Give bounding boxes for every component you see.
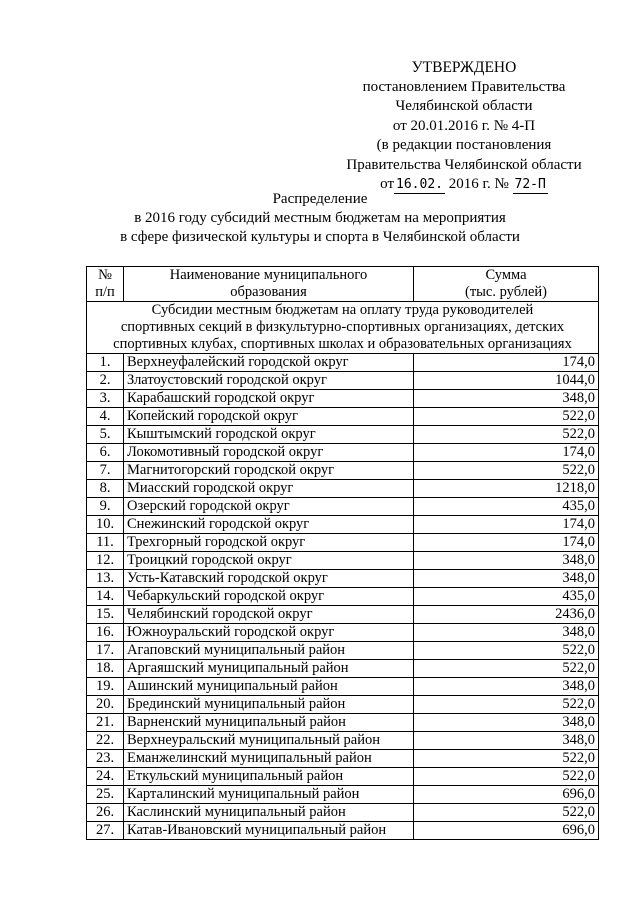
row-number: 20. [87, 696, 124, 714]
table-row [87, 678, 599, 696]
row-number: 17. [87, 642, 124, 660]
row-number: 26. [87, 804, 124, 822]
row-number: 22. [87, 732, 124, 750]
date-prefix: от [380, 176, 395, 192]
table-row [87, 732, 599, 750]
table-row [87, 804, 599, 822]
row-sum: 522,0 [414, 426, 599, 444]
row-name: Карталинский муниципальный район [124, 786, 414, 804]
row-number: 3. [87, 390, 124, 408]
row-sum: 435,0 [414, 588, 599, 606]
document-title [60, 190, 580, 247]
row-number: 12. [87, 552, 124, 570]
row-name: Трехгорный городской округ [124, 534, 414, 552]
table-row [87, 660, 599, 678]
row-sum: 522,0 [414, 408, 599, 426]
table-row [87, 750, 599, 768]
handwritten-date: 16.02. [396, 177, 443, 192]
row-sum: 435,0 [414, 498, 599, 516]
row-sum: 348,0 [414, 714, 599, 732]
row-number: 6. [87, 444, 124, 462]
row-number: 27. [87, 822, 124, 840]
header-sum: Сумма (тыс. рублей) [414, 267, 599, 302]
table-row [87, 822, 599, 840]
row-number: 11. [87, 534, 124, 552]
row-number: 14. [87, 588, 124, 606]
table-row [87, 534, 599, 552]
row-number: 23. [87, 750, 124, 768]
row-name: Агаповский муниципальный район [124, 642, 414, 660]
row-name: Миасский городской округ [124, 480, 414, 498]
row-number: 7. [87, 462, 124, 480]
approval-line: Правительства Челябинской области [346, 156, 582, 173]
row-name: Южноуральский городской округ [124, 624, 414, 642]
row-number: 4. [87, 408, 124, 426]
row-name: Верхнеуральский муниципальный район [124, 732, 414, 750]
row-name: Копейский городской округ [124, 408, 414, 426]
row-name: Катав-Ивановский муниципальный район [124, 822, 414, 840]
table-row [87, 624, 599, 642]
row-sum: 522,0 [414, 462, 599, 480]
date-year: 2016 г. № [448, 176, 509, 192]
table-row [87, 462, 599, 480]
row-sum: 174,0 [414, 516, 599, 534]
row-name: Челябинский городской округ [124, 606, 414, 624]
table-row [87, 444, 599, 462]
row-number: 16. [87, 624, 124, 642]
title-line: в сфере физической культуры и спорта в Челябинской области [120, 229, 520, 245]
row-name: Троицкий городской округ [124, 552, 414, 570]
row-sum: 522,0 [414, 642, 599, 660]
approval-line: Челябинской области [395, 98, 533, 114]
table-row [87, 642, 599, 660]
handwritten-number: 72-П [514, 177, 546, 192]
table-row [87, 516, 599, 534]
row-number: 25. [87, 786, 124, 804]
table-row [87, 426, 599, 444]
table-row [87, 714, 599, 732]
row-name: Верхнеуфалейский городской округ [124, 354, 414, 372]
approval-stamp [330, 58, 598, 195]
row-number: 13. [87, 570, 124, 588]
approval-line: (в редакции постановления [376, 137, 552, 153]
table-row [87, 372, 599, 390]
row-sum: 1044,0 [414, 372, 599, 390]
row-sum: 522,0 [414, 750, 599, 768]
row-name: Озерский городской округ [124, 498, 414, 516]
table-row [87, 390, 599, 408]
row-name: Кыштымский городской округ [124, 426, 414, 444]
row-name: Брединский муниципальный район [124, 696, 414, 714]
row-name: Каслинский муниципальный район [124, 804, 414, 822]
row-number: 18. [87, 660, 124, 678]
distribution-table [86, 266, 599, 840]
row-number: 9. [87, 498, 124, 516]
row-number: 8. [87, 480, 124, 498]
row-sum: 348,0 [414, 624, 599, 642]
table-row [87, 768, 599, 786]
row-sum: 1218,0 [414, 480, 599, 498]
row-sum: 696,0 [414, 822, 599, 840]
row-number: 15. [87, 606, 124, 624]
table-row [87, 570, 599, 588]
row-number: 1. [87, 354, 124, 372]
row-number: 21. [87, 714, 124, 732]
row-name: Снежинский городской округ [124, 516, 414, 534]
approval-line: от 20.01.2016 г. № 4-П [392, 117, 536, 134]
row-name: Усть-Катавский городской округ [124, 570, 414, 588]
table-row [87, 588, 599, 606]
title-line: в 2016 году субсидий местным бюджетам на мероприятия [134, 210, 506, 226]
row-number: 2. [87, 372, 124, 390]
row-number: 24. [87, 768, 124, 786]
section-title: Субсидии местным бюджетам на оплату труда руководителей спортивных секций в физкультурно-спортивных организациях, детских спортивных клубах, спортивных школах и образовательных организациях [87, 302, 599, 354]
row-sum: 522,0 [414, 660, 599, 678]
row-number: 10. [87, 516, 124, 534]
row-name: Локомотивный городской округ [124, 444, 414, 462]
title-line: Распределение [272, 191, 368, 207]
table-header-row [87, 267, 599, 302]
row-name: Аргаяшский муниципальный район [124, 660, 414, 678]
table-row [87, 552, 599, 570]
approved-heading: УТВЕРЖДЕНО [411, 59, 517, 76]
row-sum: 348,0 [414, 570, 599, 588]
table-row [87, 408, 599, 426]
row-sum: 2436,0 [414, 606, 599, 624]
row-sum: 696,0 [414, 786, 599, 804]
row-sum: 174,0 [414, 534, 599, 552]
table-row [87, 498, 599, 516]
row-name: Златоустовский городской округ [124, 372, 414, 390]
row-name: Еманжелинский муниципальный район [124, 750, 414, 768]
row-sum: 348,0 [414, 552, 599, 570]
row-sum: 174,0 [414, 354, 599, 372]
table-row [87, 354, 599, 372]
row-sum: 348,0 [414, 732, 599, 750]
table-row [87, 480, 599, 498]
row-number: 5. [87, 426, 124, 444]
table-row [87, 786, 599, 804]
table-row [87, 696, 599, 714]
row-sum: 348,0 [414, 678, 599, 696]
row-name: Еткульский муниципальный район [124, 768, 414, 786]
row-sum: 522,0 [414, 768, 599, 786]
row-sum: 522,0 [414, 804, 599, 822]
row-sum: 348,0 [414, 390, 599, 408]
table-row [87, 606, 599, 624]
row-sum: 174,0 [414, 444, 599, 462]
row-name: Магнитогорский городской округ [124, 462, 414, 480]
row-name: Варненский муниципальный район [124, 714, 414, 732]
row-name: Карабашский городской округ [124, 390, 414, 408]
header-name: Наименование муниципального образования [124, 267, 414, 302]
row-sum: 522,0 [414, 696, 599, 714]
row-name: Ашинский муниципальный район [124, 678, 414, 696]
header-num: № п/п [87, 267, 124, 302]
section-row [87, 302, 599, 354]
row-number: 19. [87, 678, 124, 696]
approval-line: постановлением Правительства [362, 78, 566, 95]
row-name: Чебаркульский городской округ [124, 588, 414, 606]
